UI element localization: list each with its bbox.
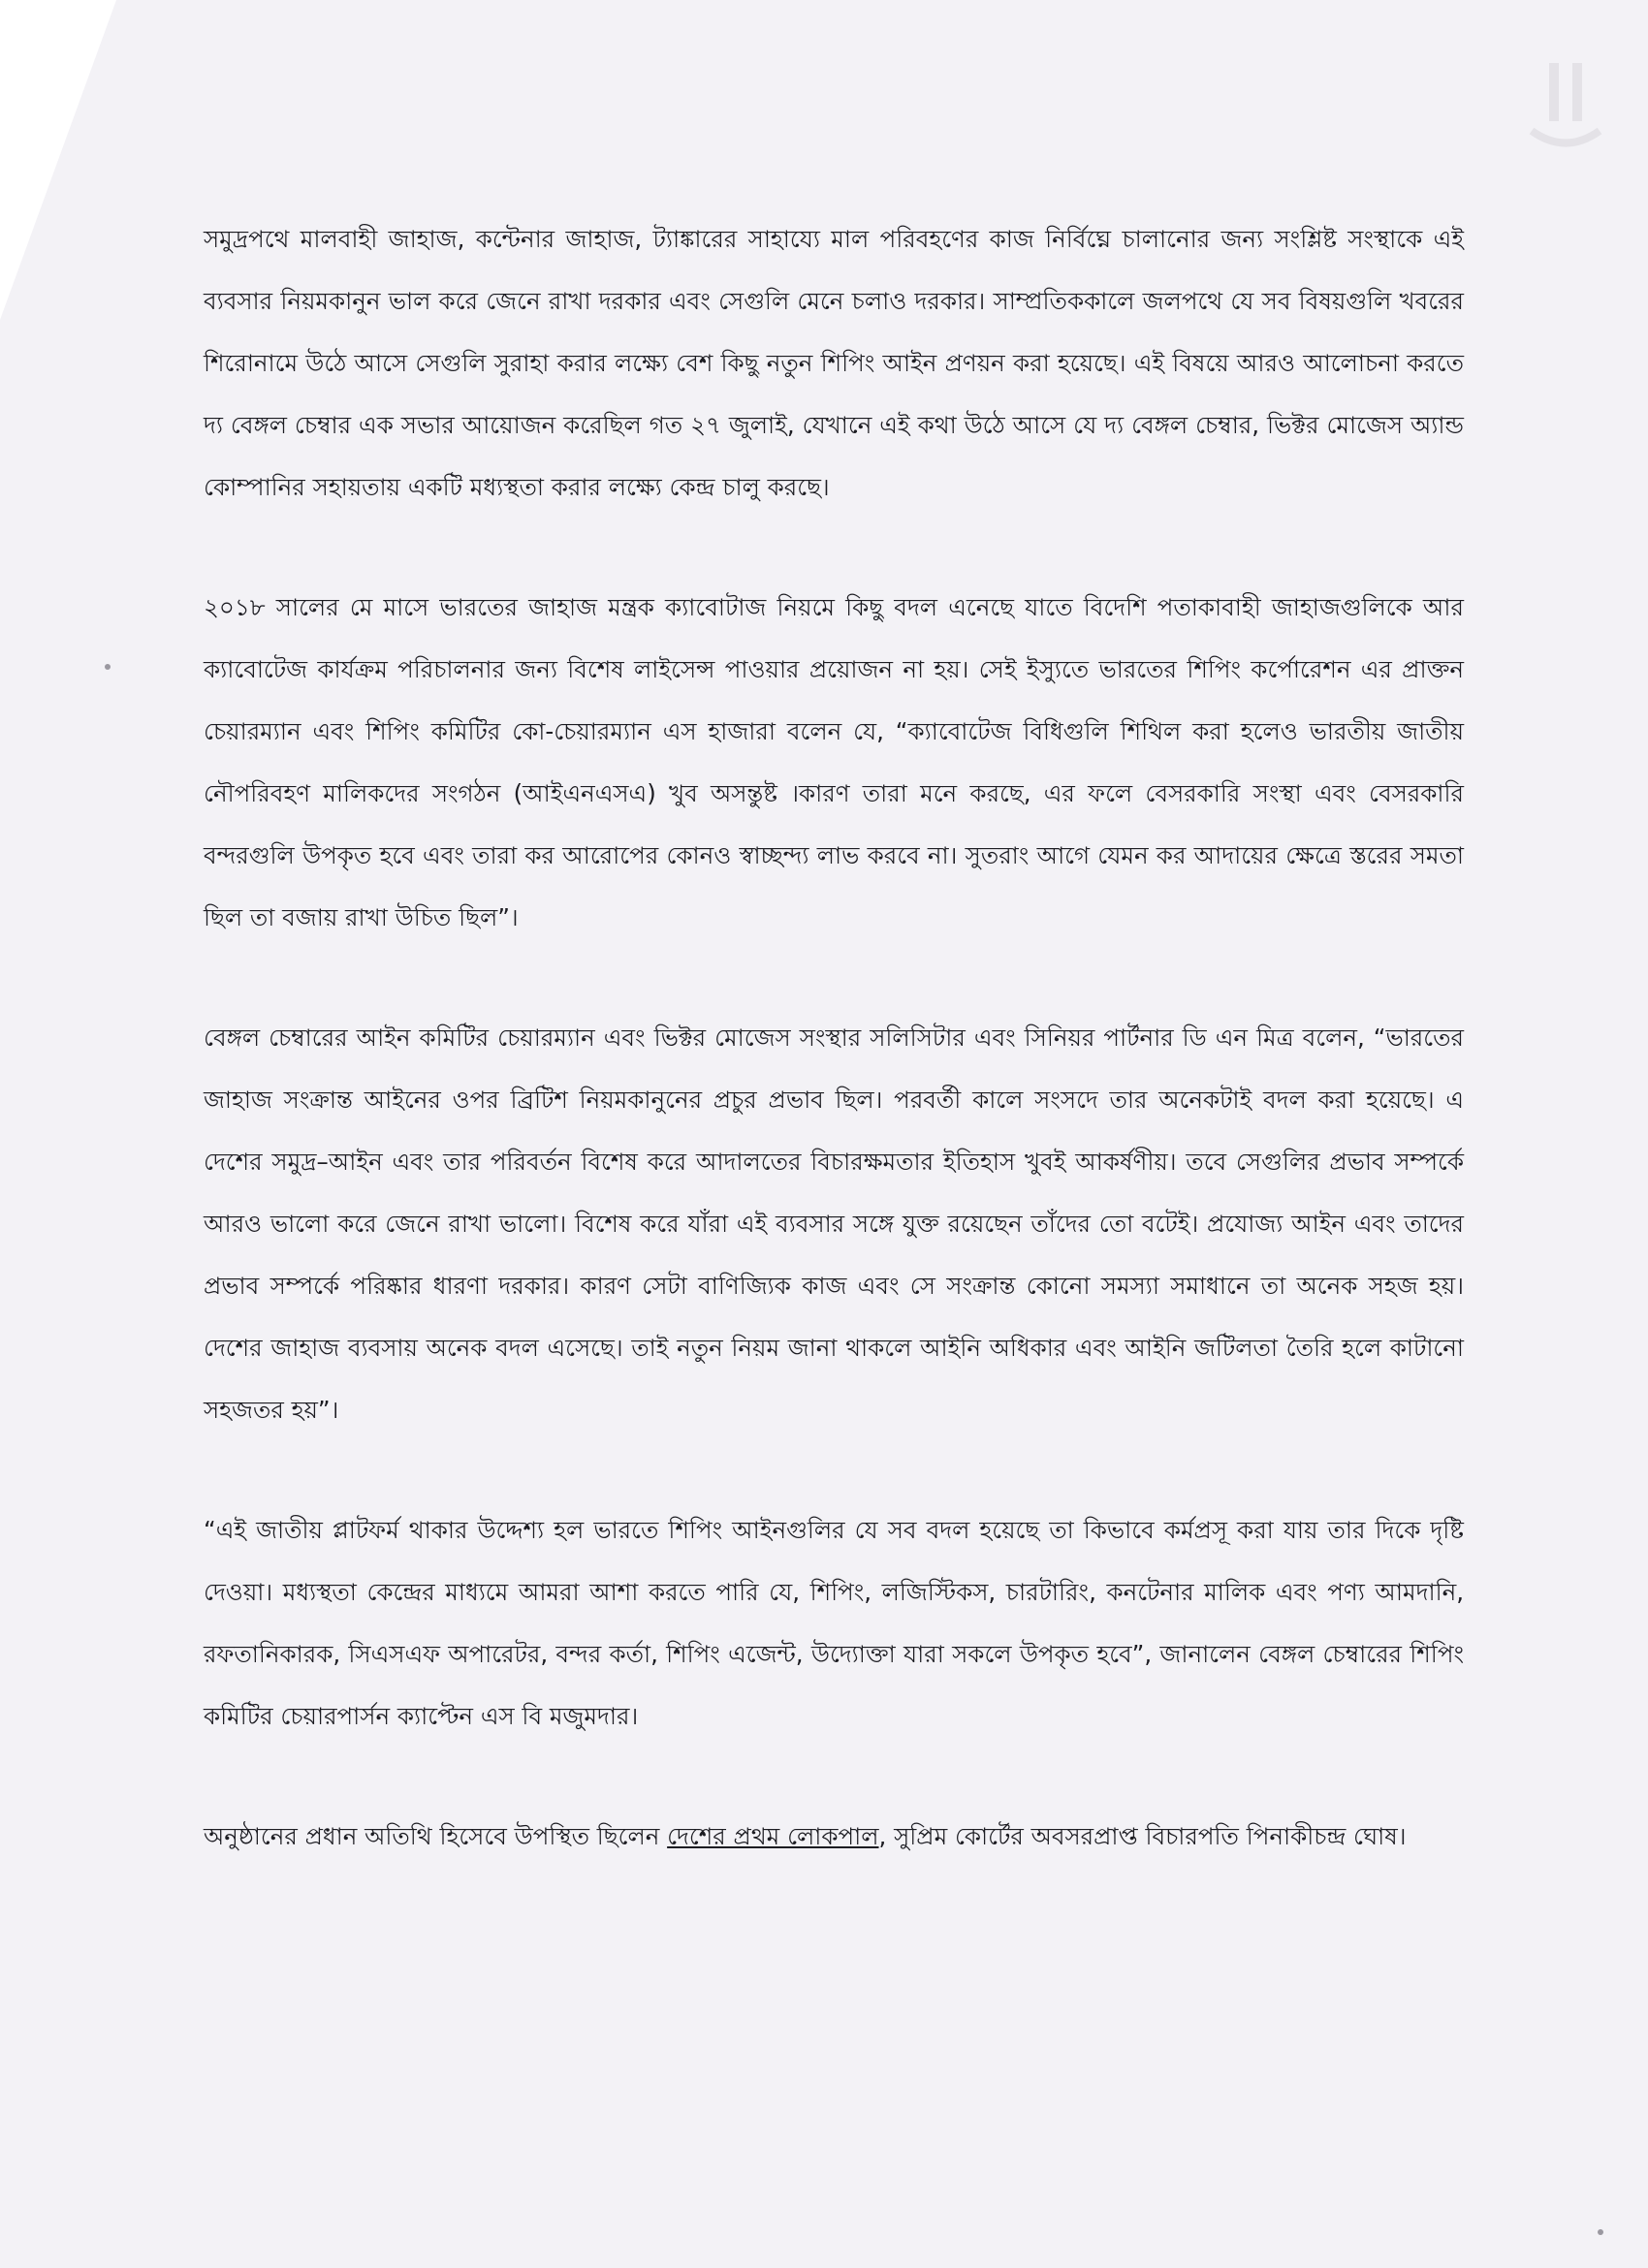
paragraph-4: “এই জাতীয় প্লাটফর্ম থাকার উদ্দেশ্য হল ভারতে শিপিং আইনগুলির যে সব বদল হয়েছে তা কিভাবে কর্মপ্রসূ করা যায় তার দিকে দৃষ্টি দেওয়া। মধ্যস্থতা কেন্দ্রের মাধ্যমে আমরা আশা করতে পারি যে, শিপিং, লজিস্টিকস, চারটারিং, কনটেনার মালিক এবং পণ্য আমদানি, রফতানিকারক, সিএসএফ অপারেটর, বন্দর কর্তা, শিপিং এজেন্ট, উদ্যোক্তা যারা সকলে উপকৃত হবে”, জানালেন বেঙ্গল চেম্বারের শিপিং কমিটির চেয়ারপার্সন ক্যাপ্টেন এস বি মজুমদার।: [204, 1516, 1464, 1730]
paragraph-5: [204, 1806, 1464, 1868]
show-through-logo: [1522, 53, 1609, 160]
paragraph-3: বেঙ্গল চেম্বারের আইন কমিটির চেয়ারম্যান এবং ভিক্টর মোজেস সংস্থার সলিসিটার এবং সিনিয়র পার্টনার ডি এন মিত্র বলেন, “ভারতের জাহাজ সংক্রান্ত আইনের ওপর ব্রিটিশ নিয়মকানুনের প্রচুর প্রভাব ছিল। পরবর্তী কালে সংসদে তার অনেকটাই বদল করা হয়েছে। এ দেশের সমুদ্র–আইন এবং তার পরিবর্তন বিশেষ করে আদালতের বিচারক্ষমতার ইতিহাস খুবই আকর্ষণীয়। তবে সেগুলির প্রভাব সম্পর্কে আরও ভালো করে জেনে রাখা ভালো। বিশেষ করে যাঁরা এই ব্যবসার সঙ্গে যুক্ত রয়েছেন তাঁদের তো বটেই। প্রযোজ্য আইন এবং তাদের প্রভাব সম্পর্কে পরিষ্কার ধারণা দরকার। কারণ সেটা বাণিজ্যিক কাজ এবং সে সংক্রান্ত কোনো সমস্যা সমাধানে তা অনেক সহজ হয়। দেশের জাহাজ ব্যবসায় অনেক বদল এসেছে। তাই নতুন নিয়ম জানা থাকলে আইনি অধিকার এবং আইনি জটিলতা তৈরি হলে কাটানো সহজতর হয়”।: [204, 1024, 1464, 1424]
paragraph-2: ২০১৮ সালের মে মাসে ভারতের জাহাজ মন্ত্রক ক্যাবোটাজ নিয়মে কিছু বদল এনেছে যাতে বিদেশি পতাকাবাহী জাহাজগুলিকে আর ক্যাবোটেজ কার্যক্রম পরিচালনার জন্য বিশেষ লাইসেন্স পাওয়ার প্রয়োজন না হয়। সেই ইস্যুতে ভারতের শিপিং কর্পোরেশন এর প্রাক্তন চেয়ারম্যান এবং শিপিং কমিটির কো-চেয়ারম্যান এস হাজারা বলেন যে, “ক্যাবোটেজ বিধিগুলি শিথিল করা হলেও ভারতীয় জাতীয় নৌপরিবহণ মালিকদের সংগঠন (আইএনএসএ) খুব অসন্তুষ্ট ।কারণ তারা মনে করছে, এর ফলে বেসরকারি সংস্থা এবং বেসরকারি বন্দরগুলি উপকৃত হবে এবং তারা কর আরোপের কোনও স্বাচ্ছন্দ্য লাভ করবে না। সুতরাং আগে যেমন কর আদায়ের ক্ষেত্রে স্তরের সমতা ছিল তা বজায় রাখা উচিত ছিল”।: [204, 593, 1464, 931]
paragraph-5-tail: , সুপ্রিম কোর্টের অবসরপ্রাপ্ত বিচারপতি পিনাকীচন্দ্র ঘোষ।: [878, 1822, 1407, 1850]
page-speck: [105, 664, 111, 670]
article-body: [204, 208, 1464, 1926]
page-speck: [1598, 2229, 1603, 2235]
paragraph-5-lead: অনুষ্ঠানের প্রধান অতিথি হিসেবে উপস্থিত ছিলেন: [204, 1822, 668, 1850]
paragraph-1: সমুদ্রপথে মালবাহী জাহাজ, কন্টেনার জাহাজ, ট্যাঙ্কারের সাহায্যে মাল পরিবহণের কাজ নির্বিঘ্নে চালানোর জন্য সংশ্লিষ্ট সংস্থাকে এই ব্যবসার নিয়মকানুন ভাল করে জেনে রাখা দরকার এবং সেগুলি মেনে চলাও দরকার। সাম্প্রতিককালে জলপথে যে সব বিষয়গুলি খবরের শিরোনামে উঠে আসে সেগুলি সুরাহা করার লক্ষ্যে বেশ কিছু নতুন শিপিং আইন প্রণয়ন করা হয়েছে। এই বিষয়ে আরও আলোচনা করতে দ্য বেঙ্গল চেম্বার এক সভার আয়োজন করেছিল গত ২৭ জুলাই, যেখানে এই কথা উঠে আসে যে দ্য বেঙ্গল চেম্বার, ভিক্টর মোজেস অ্যান্ড কোম্পানির সহায়তায় একটি মধ্যস্থতা করার লক্ষ্যে কেন্দ্র চালু করছে।: [204, 225, 1464, 501]
lokpal-link[interactable]: দেশের প্রথম লোকপাল: [667, 1822, 879, 1850]
